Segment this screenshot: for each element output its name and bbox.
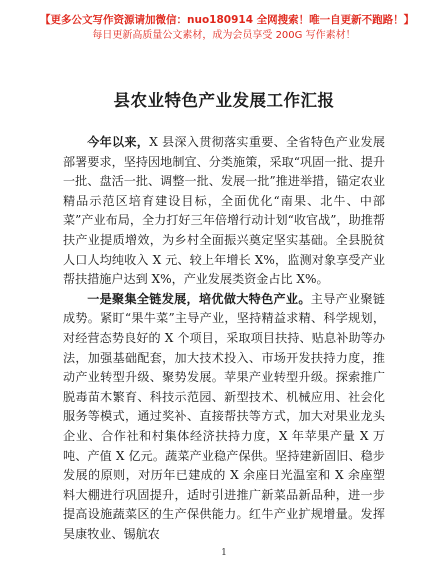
- promo-banner-line-1: 【更多公文写作资源请加微信：nuo180914 全网搜索！唯一自更新不跑路！】: [40, 14, 415, 26]
- document-body: [63, 133, 385, 544]
- promo-banner-line-2: 每日更新高质量公文素材，成为会员享受 200G 写作素材！: [92, 30, 356, 41]
- page-number: 1: [221, 548, 227, 558]
- text-run: X 县深入贯彻落实重要、全省特色产业发展部署要求，坚持因地制宜、分类施策，采取“巩固一批、提升一批、盘活一批、调整一批、发展一批”推进举措，锚定农业精品示范区培育建设目标，全面优化“南果、北牛、中部菜”产业布局，全力打好三年倍增行动计划“收官战”，助推帮扶产业提质增效，为乡村全面振兴奠定坚实基础。全县脱贫人口人均纯收入 X 元、较上年增长 X%，监测对象享受产业帮扶措施户达到 X%，产业发展类资金占比 X%。: [63, 135, 385, 287]
- promo-banner: [40, 12, 415, 43]
- body-paragraph: [63, 133, 385, 290]
- bold-text-run: 一是聚集全链发展，培优做大特色产业。: [87, 291, 311, 306]
- body-paragraph: [63, 290, 385, 545]
- text-run: 主导产业聚链成势。紧盯“果牛菜”主导产业，坚持精益求精、科学规划，对经营态势良好的 X 个项目，采取项目扶持、贴息补助等办法，加强基础配套，加大技术投入、市场开发扶持力度，推动产业转型升级、聚势发展。苹果产业转型升级。探索推广脱毒苗木繁育、科技示范园、新型技术、机械应用、社会化服务等模式，通过奖补、直接帮扶等方式，加大对果业龙头企业、合作社和村集体经济扶持力度，X 年苹果产量 X 万吨、产值 X 亿元。蔬菜产业稳产保供。坚持建新固旧、稳步发展的原则，对历年已建成的 X 余座日光温室和 X 余座塑料大棚进行巩固提升，适时引进推广新菜品新品种，进一步提高设施蔬菜区的生产保供能力。红牛产业扩规增量。发挥昊康牧业、锡航农: [63, 291, 385, 541]
- bold-text-run: 今年以来，: [87, 135, 150, 149]
- document-title: 县农业特色产业发展工作汇报: [113, 91, 335, 110]
